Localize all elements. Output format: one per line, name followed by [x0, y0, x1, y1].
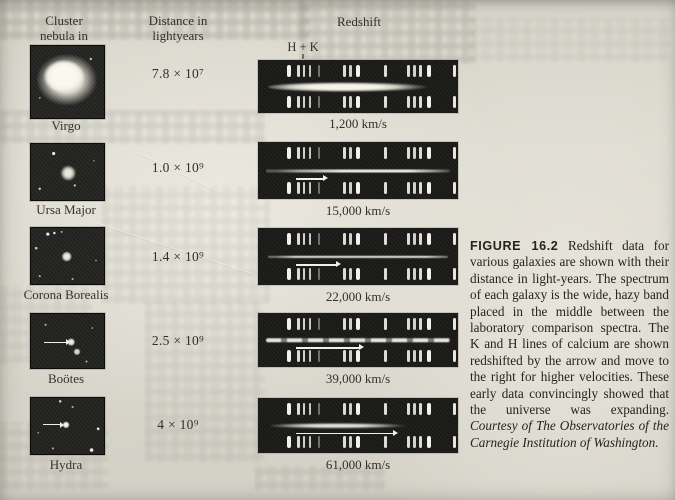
spectrum-tick	[309, 436, 311, 448]
galaxy-label-corona-borealis: Corona Borealis	[23, 287, 109, 302]
column-header-redshift: Redshift	[336, 14, 382, 29]
spectrum-tick	[297, 96, 300, 108]
spectrum-tick	[413, 436, 416, 448]
spectrum-tick	[453, 350, 456, 362]
column-header-cluster-line2: nebula in	[39, 28, 88, 43]
spectrum-tick	[384, 96, 387, 108]
spectrum-tick	[303, 268, 305, 280]
spectrum-tick	[297, 350, 300, 362]
spectrum-tick	[287, 268, 291, 280]
caption-body: Redshift data for various galaxies are shown with their distance in light-years. The spectrum of each galaxy is the wide, hazy band placed in the middle between the laboratory comparison spectra. The K and H lines of calcium are shown redshifted by the arrow and move to the right for higher velocities. These early data convincingly showed that the universe was expanding.	[470, 238, 670, 418]
velocity-label-bootes: 39,000 km/s	[325, 371, 391, 386]
spectrum-tick	[309, 268, 311, 280]
spectrum-tick	[343, 268, 346, 280]
film-grain	[31, 46, 104, 118]
comparison-spectrum-bottom	[258, 60, 458, 113]
redshift-arrow-icon	[296, 347, 359, 349]
spectrum-tick	[303, 350, 305, 362]
spectrum-tick	[287, 182, 291, 194]
spectrum-tick	[427, 182, 431, 194]
spectrum-tick	[453, 96, 456, 108]
spectrum-tick	[309, 350, 311, 362]
spectrum-tick	[384, 436, 387, 448]
spectrum-tick	[303, 96, 305, 108]
spectrum-tick	[384, 268, 387, 280]
velocity-label-ursa-major: 15,000 km/s	[325, 203, 391, 218]
galaxy-label-virgo: Virgo	[51, 118, 81, 133]
spectrum-tick	[407, 436, 410, 448]
spectrum-tick	[427, 436, 431, 448]
spectrum-tick	[413, 96, 416, 108]
column-header-distance	[128, 13, 228, 43]
galaxy-label-bootes: Boötes	[47, 371, 85, 386]
redshift-arrow-icon	[296, 178, 323, 180]
spectrum-tick	[318, 436, 320, 448]
spectrum-tick	[356, 182, 360, 194]
spectrum-tick	[349, 96, 352, 108]
column-header-cluster-line1: Cluster	[45, 13, 83, 28]
spectrum-tick	[453, 436, 456, 448]
spectrum-panel-bootes	[258, 313, 458, 367]
bleedthrough-artifact	[470, 18, 670, 62]
velocity-label-hydra: 61,000 km/s	[325, 457, 391, 472]
spectrum-tick	[318, 268, 320, 280]
velocity-label-virgo: 1,200 km/s	[329, 116, 387, 131]
spectrum-tick	[453, 268, 456, 280]
spectrum-tick	[356, 96, 360, 108]
spectrum-tick	[287, 436, 291, 448]
spectrum-tick	[384, 182, 387, 194]
spectrum-tick	[349, 182, 352, 194]
spectrum-tick	[343, 182, 346, 194]
spectrum-tick	[419, 350, 422, 362]
spectrum-tick	[303, 182, 305, 194]
column-header-distance-line2: lightyears	[152, 28, 204, 43]
spectrum-tick	[419, 436, 422, 448]
redshift-arrow-icon	[296, 433, 393, 435]
spectrum-tick	[343, 96, 346, 108]
galaxy-image-hydra	[30, 397, 105, 455]
spectrum-tick	[407, 182, 410, 194]
spectrum-tick	[349, 268, 352, 280]
comparison-spectrum-bottom	[258, 313, 458, 367]
spectrum-tick	[413, 268, 416, 280]
spectrum-tick	[343, 350, 346, 362]
galaxy-image-corona-borealis	[30, 227, 105, 285]
spectrum-tick	[384, 350, 387, 362]
spectrum-tick	[419, 268, 422, 280]
spectrum-tick	[407, 350, 410, 362]
spectrum-tick	[309, 182, 311, 194]
figure-caption	[470, 238, 669, 451]
spectrum-tick	[413, 182, 416, 194]
spectrum-tick	[303, 436, 305, 448]
column-header-distance-line1: Distance in	[148, 13, 208, 28]
spectrum-tick	[349, 350, 352, 362]
caption-credit: Courtesy of The Observatories of the Carnegie Institution of Washington.	[470, 418, 669, 450]
comparison-spectrum-bottom	[258, 228, 458, 285]
spectrum-tick	[419, 182, 422, 194]
distance-value-hydra: 4 × 10⁹	[157, 417, 199, 432]
spectrum-tick	[287, 96, 291, 108]
figure-number-label: FIGURE 16.2	[470, 239, 559, 253]
spectrum-tick	[297, 436, 300, 448]
spectrum-tick	[343, 436, 346, 448]
spectrum-tick	[427, 96, 431, 108]
spectrum-tick	[427, 350, 431, 362]
spectrum-tick	[356, 436, 360, 448]
spectrum-tick	[318, 96, 320, 108]
spectrum-panel-hydra	[258, 398, 458, 453]
spectrum-tick	[356, 350, 360, 362]
spectrum-panel-corona-borealis	[258, 228, 458, 285]
comparison-spectrum-bottom	[258, 142, 458, 199]
spectrum-tick	[453, 182, 456, 194]
distance-value-ursa-major: 1.0 × 10⁹	[151, 160, 205, 175]
galaxy-image-virgo	[30, 45, 105, 119]
comparison-spectrum-bottom	[258, 398, 458, 453]
spectrum-panel-ursa-major	[258, 142, 458, 199]
distance-value-virgo: 7.8 × 10⁷	[151, 66, 205, 81]
film-grain	[31, 228, 104, 284]
galaxy-image-ursa-major	[30, 143, 105, 201]
film-grain	[31, 398, 104, 454]
galaxy-image-bootes	[30, 313, 105, 369]
column-header-cluster	[18, 13, 110, 43]
distance-value-corona-borealis: 1.4 × 10⁹	[151, 249, 205, 264]
spectrum-tick	[407, 96, 410, 108]
galaxy-label-hydra: Hydra	[49, 457, 83, 472]
spectrum-tick	[356, 268, 360, 280]
spectrum-tick	[349, 436, 352, 448]
galaxy-label-ursa-major: Ursa Major	[36, 202, 96, 217]
distance-value-bootes: 2.5 × 10⁹	[151, 333, 205, 348]
spectrum-tick	[318, 350, 320, 362]
paper-crease-line	[95, 222, 252, 274]
spectrum-panel-virgo	[258, 60, 458, 113]
hk-lines-label: H + K	[287, 40, 319, 54]
spectrum-tick	[297, 268, 300, 280]
spectrum-tick	[287, 350, 291, 362]
spectrum-tick	[413, 350, 416, 362]
spectrum-tick	[419, 96, 422, 108]
spectrum-tick	[309, 96, 311, 108]
spectrum-tick	[297, 182, 300, 194]
spectrum-tick	[318, 182, 320, 194]
bleedthrough-artifact	[145, 302, 265, 462]
galaxy-pointer-arrow-icon	[44, 342, 66, 344]
spectrum-tick	[407, 268, 410, 280]
spectrum-tick	[427, 268, 431, 280]
film-grain	[31, 144, 104, 200]
galaxy-pointer-arrow-icon	[43, 424, 60, 426]
redshift-arrow-icon	[296, 264, 336, 266]
velocity-label-corona-borealis: 22,000 km/s	[325, 289, 391, 304]
